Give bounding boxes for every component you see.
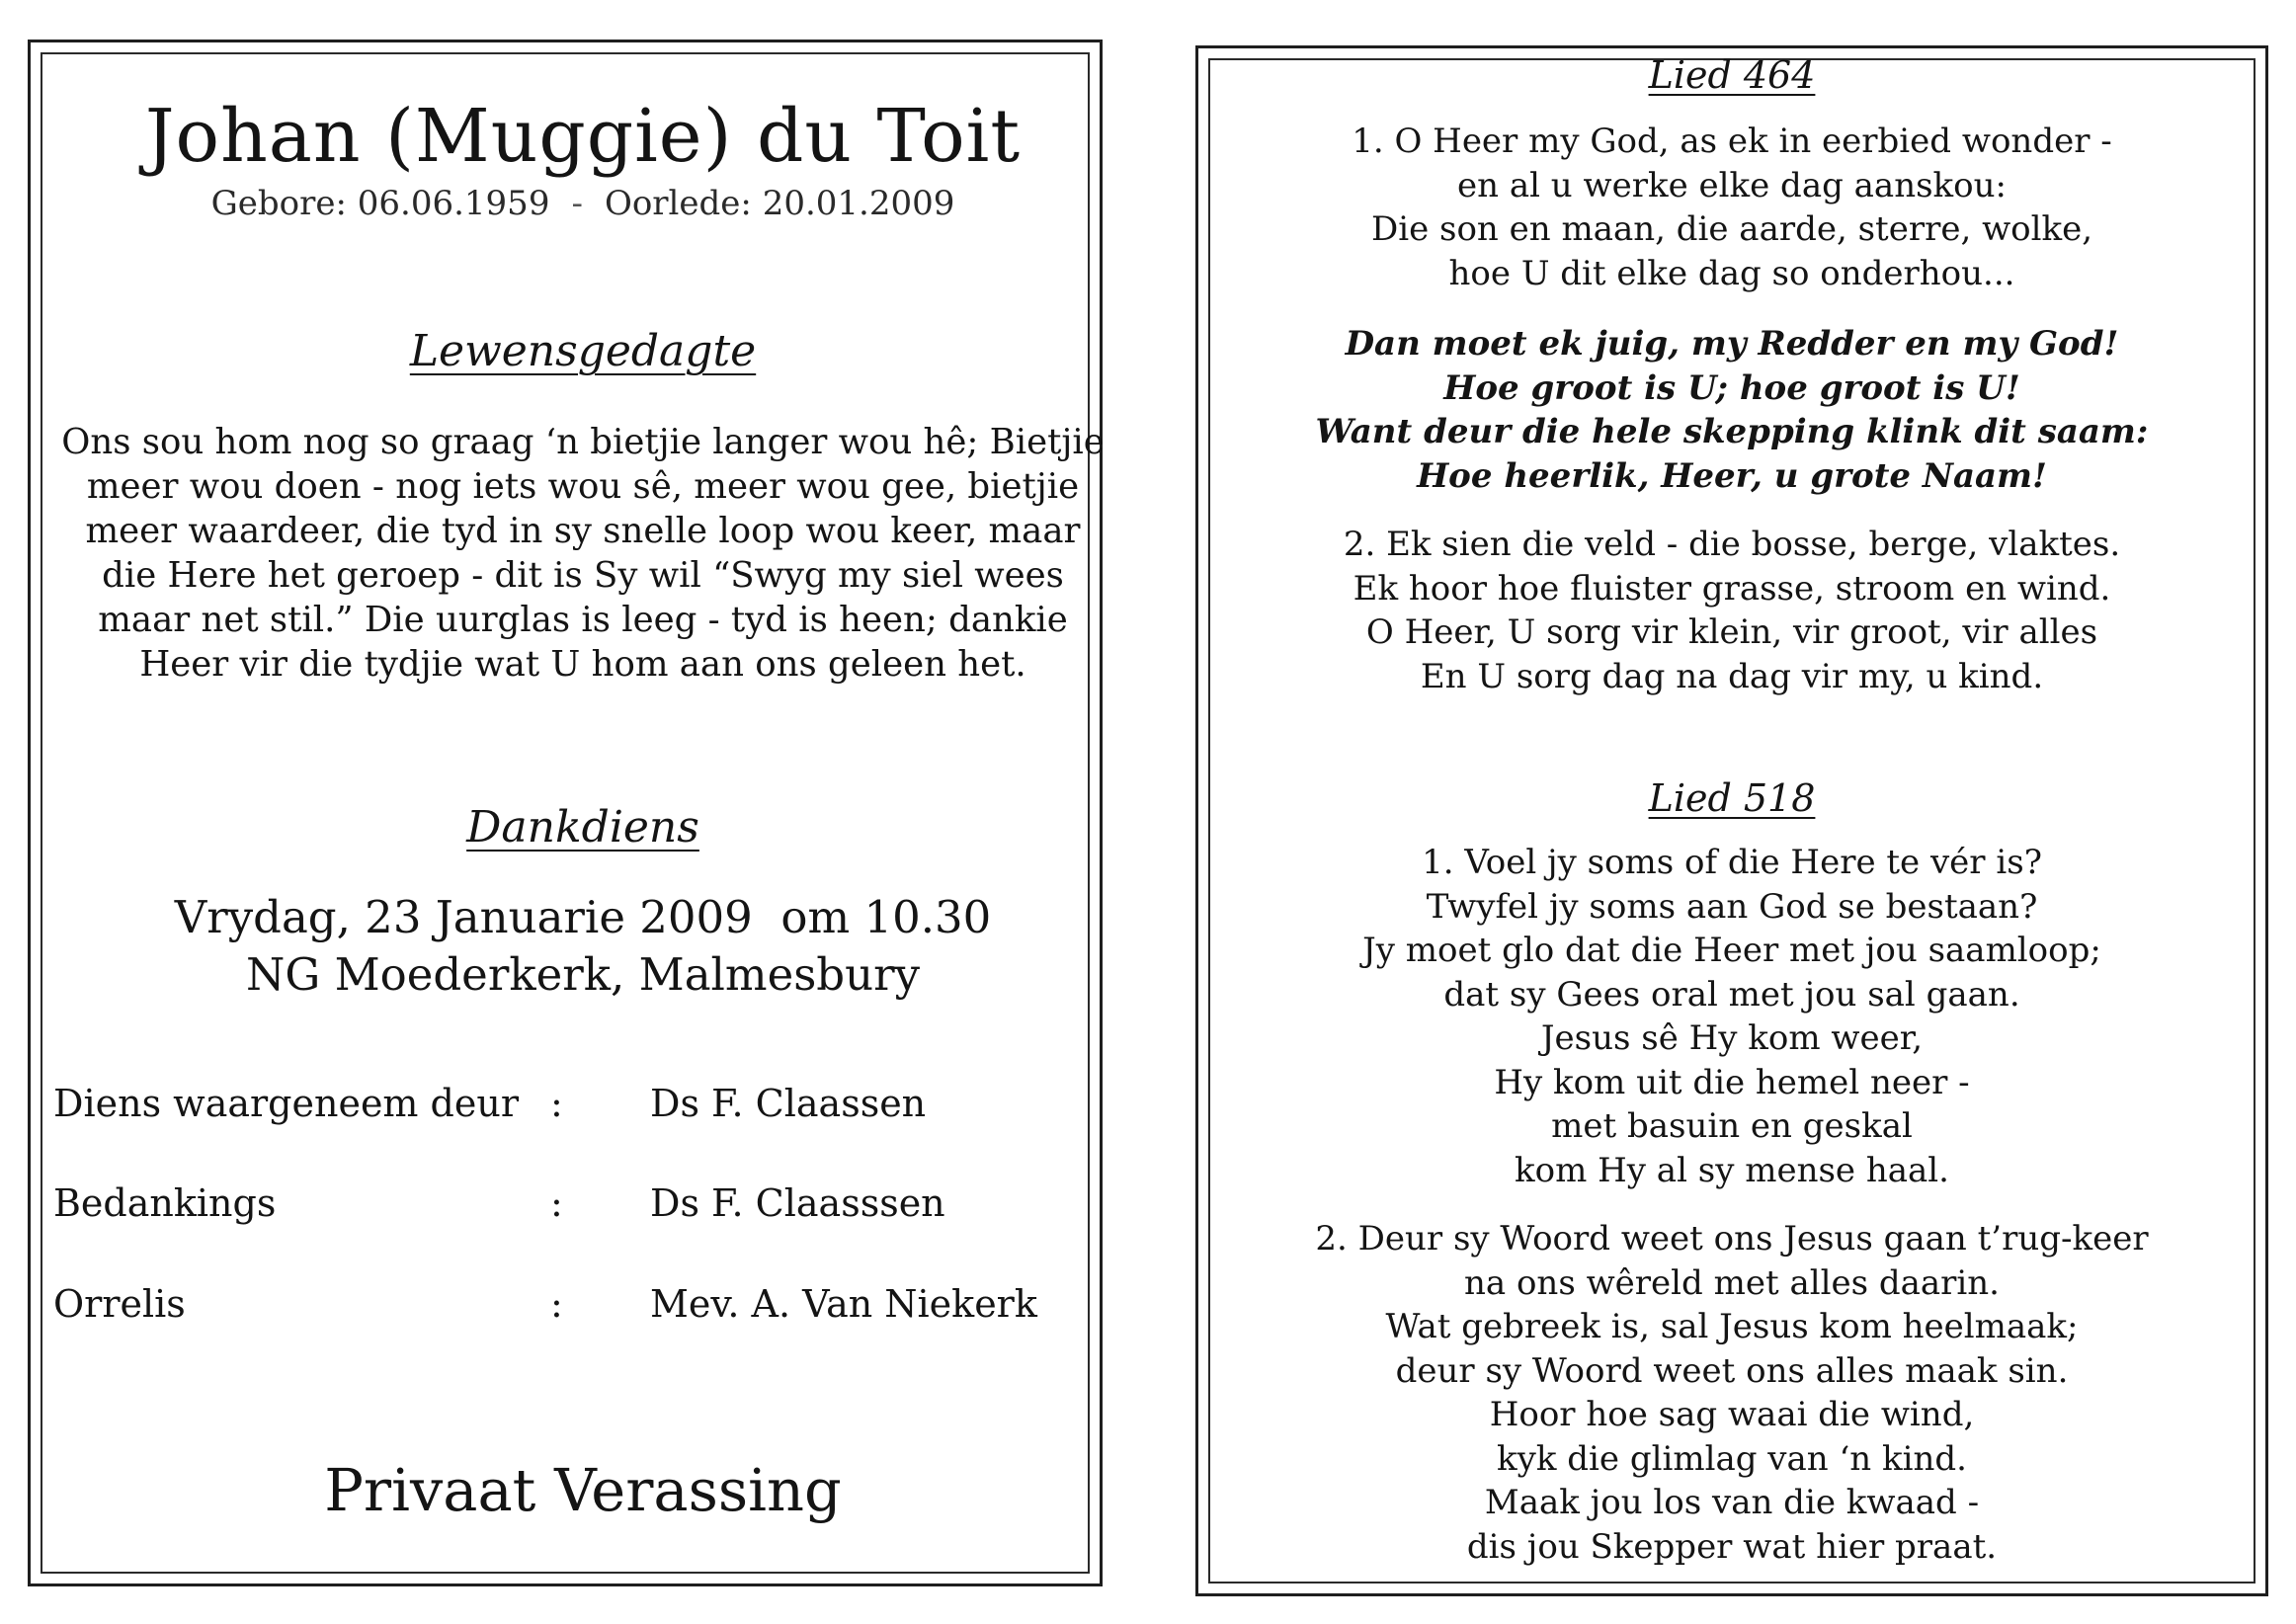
verse-line: kom Hy al sy mense haal. [1515,1150,1949,1190]
role-colon: : [550,1181,563,1225]
verse-line: deur sy Woord weet ons alles maak sin. [1395,1350,2069,1391]
role-label: Orrelis [53,1282,186,1326]
text-line: maar net stil.” Die uurglas is leeg - tyd is heen; dankie [98,600,1068,640]
verse-line: Ek hoor hoe fluister grasse, stroom en wind. [1353,568,2111,609]
verse-line: En U sorg dag na dag vir my, u kind. [1420,656,2044,696]
verse-line: en al u werke elke dag aanskou: [1457,165,2007,205]
dankdiens-heading: Dankdiens [466,802,699,853]
deceased-name: Johan (Muggie) du Toit [144,94,1022,179]
verse-line: Twyfel jy soms aan God se bestaan? [1426,886,2038,927]
text-line: meer wou doen - nog iets wou sê, meer wou gee, bietjie [86,466,1080,507]
hymn-2-title: Lied 518 [1648,776,1816,820]
text-line: Heer vir die tydjie wat U hom aan ons geleen het. [139,644,1026,685]
verse-line: Jesus sê Hy kom weer, [1540,1018,1924,1058]
verse-line: Maak jou los van die kwaad - [1484,1483,1980,1522]
verse-line: dat sy Gees oral met jou sal gaan. [1443,974,2020,1015]
hymn-2-stanza-1 [1195,841,2268,1192]
hymn-1-chorus [1195,322,2268,498]
role-row [53,1282,1061,1334]
verse-line: 1. O Heer my God, as ek in eerbied wonder - [1352,122,2112,161]
chorus-line: Hoe heerlik, Heer, u grote Naam! [1417,455,2047,496]
verse-line: 1. Voel jy soms of die Here te vér is? [1422,843,2042,882]
verse-line: 2. Deur sy Woord weet ons Jesus gaan t’rug-keer [1315,1219,2149,1259]
role-colon: : [550,1282,563,1326]
role-row [53,1181,1061,1233]
text-line: Ons sou hom nog so graag ‘n bietjie langer wou hê; Bietjie [61,422,1105,462]
death-date: Oorlede: 20.01.2009 [604,184,955,223]
role-person: Mev. A. Van Niekerk [650,1282,1037,1326]
text-line: die Here het geroep - dit is Sy wil “Swyg my siel wees [102,555,1064,596]
verse-line: 2. Ek sien die veld - die bosse, berge, vlaktes. [1343,525,2121,564]
role-label: Bedankings [53,1181,277,1225]
service-place: NG Moederkerk, Malmesbury [245,948,921,1001]
verse-line: dis jou Skepper wat hier praat. [1466,1526,1998,1567]
verse-line: Die son en maan, die aarde, sterre, wolke, [1370,209,2093,249]
birth-death-dates [40,184,1126,223]
lewensgedagte-text [59,420,1107,687]
lewensgedagte-heading: Lewensgedagte [409,326,757,376]
verse-line: kyk die glimlag van ‘n kind. [1497,1438,1967,1479]
birth-date: Gebore: 06.06.1959 [210,184,550,223]
verse-line: met basuin en geskal [1551,1106,1913,1146]
text-line: meer waardeer, die tyd in sy snelle loop wou keer, maar [85,511,1081,551]
verse-line: O Heer, U sorg vir klein, vir groot, vir alles [1365,612,2098,652]
service-date-time: Vrydag, 23 Januarie 2009 om 10.30 [174,891,992,943]
hymn-1-stanza-2 [1195,523,2268,698]
hymn-2-stanza-2 [1195,1217,2268,1569]
role-colon: : [550,1082,563,1125]
role-label: Diens waargeneem deur [53,1082,519,1125]
role-row [53,1082,1061,1133]
role-person: Ds F. Claassen [650,1082,927,1125]
verse-line: na ons wêreld met alles daarin. [1463,1262,2000,1303]
hymn-1-title: Lied 464 [1648,53,1816,97]
date-separator: - [571,184,583,223]
chorus-line: Want deur die hele skepping klink dit saam: [1315,412,2149,451]
closing-note: Privaat Verassing [324,1456,842,1524]
verse-line: Wat gebreek is, sal Jesus kom heelmaak; [1385,1307,2079,1346]
chorus-line: Dan moet ek juig, my Redder en my God! [1345,324,2119,364]
role-person: Ds F. Claasssen [650,1181,945,1225]
verse-line: hoe U dit elke dag so onderhou... [1448,253,2015,293]
hymn-1-stanza-1 [1195,120,2268,295]
verse-line: Hy kom uit die hemel neer - [1494,1062,1970,1102]
verse-line: Hoor hoe sag waai die wind, [1489,1395,1975,1434]
verse-line: Jy moet glo dat die Heer met jou saamloop; [1362,931,2101,970]
chorus-line: Hoe groot is U; hoe groot is U! [1443,367,2020,408]
